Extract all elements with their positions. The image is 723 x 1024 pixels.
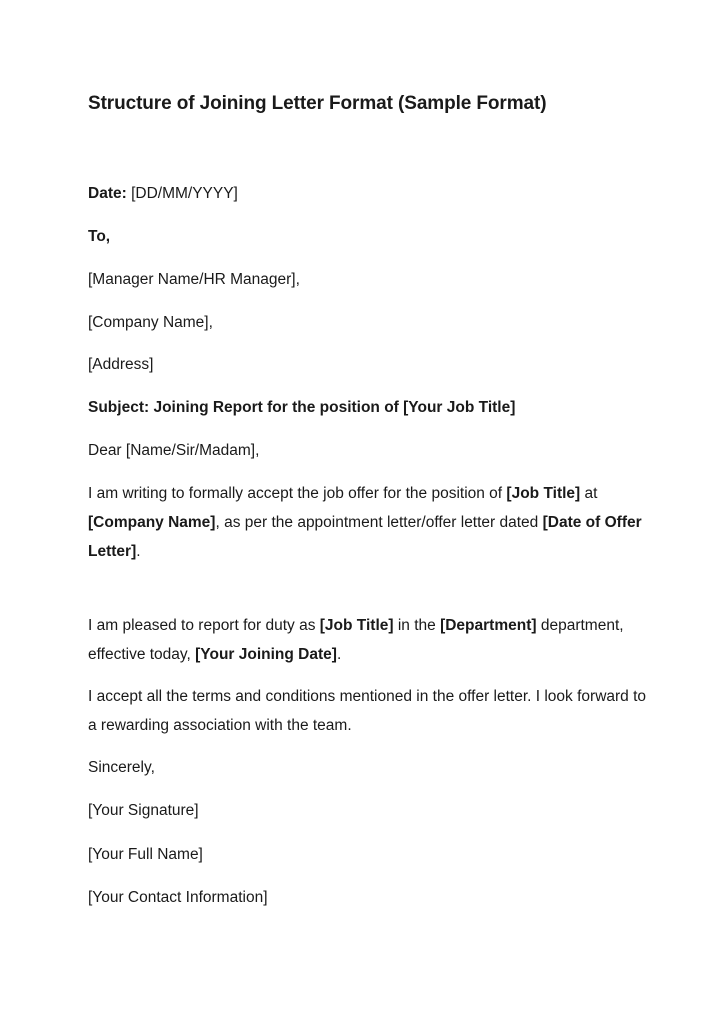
to-label: To, <box>88 228 111 245</box>
p2-joining-date: [Your Joining Date] <box>195 646 337 663</box>
subject-text: Subject: Joining Report for the position of [Your Job Title] <box>88 399 516 416</box>
date-label: Date: <box>88 185 127 202</box>
signature-placeholder: [Your Signature] <box>88 802 199 819</box>
paragraph-acceptance <box>88 479 648 566</box>
date-value: [DD/MM/YYYY] <box>126 185 238 202</box>
p1-text-3: , as per the appointment letter/offer letter dated <box>215 514 543 531</box>
page-title: Structure of Joining Letter Format (Sample Format) <box>88 93 547 114</box>
paragraph-terms: I accept all the terms and conditions mentioned in the offer letter. I look forward to a rewarding association with the team. <box>88 688 647 734</box>
p2-department: [Department] <box>440 617 537 634</box>
p1-text-4: . <box>136 543 141 560</box>
p1-text-2: at <box>580 485 598 502</box>
p1-text-1: I am writing to formally accept the job offer for the position of <box>88 485 507 502</box>
p2-text-2: in the <box>393 617 441 634</box>
p2-job-title: [Job Title] <box>319 617 394 634</box>
salutation: Dear [Name/Sir/Madam], <box>88 442 260 459</box>
p2-text-4: . <box>336 646 342 663</box>
contact-info-placeholder: [Your Contact Information] <box>88 889 268 906</box>
recipient-address: [Address] <box>88 356 154 373</box>
p2-text-3: department, effective today, <box>88 617 624 663</box>
closing: Sincerely, <box>88 759 155 776</box>
p1-job-title: [Job Title] <box>506 485 581 502</box>
date-line <box>88 184 238 204</box>
p1-offer-date: [Date of Offer Letter] <box>88 514 642 560</box>
paragraph-reporting <box>88 611 648 669</box>
subject-line <box>88 398 515 418</box>
p2-text-1: I am pleased to report for duty as <box>88 617 320 634</box>
recipient-manager: [Manager Name/HR Manager], <box>88 271 300 288</box>
to-line <box>88 227 110 247</box>
full-name-placeholder: [Your Full Name] <box>88 846 203 863</box>
recipient-company: [Company Name], <box>88 314 213 331</box>
p1-company-name: [Company Name] <box>88 514 216 531</box>
